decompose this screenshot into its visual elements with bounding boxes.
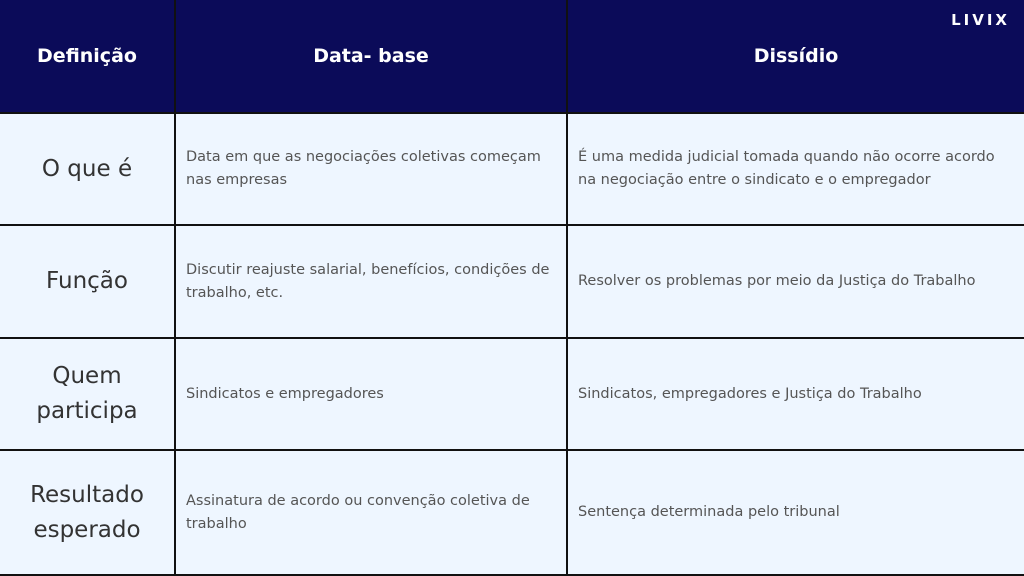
row-label-o-que-e: O que é xyxy=(0,114,176,226)
cell-dissidio-resultado-esperado: Sentença determinada pelo tribunal xyxy=(568,451,1024,576)
cell-data-base-o-que-e: Data em que as negociações coletivas começam nas empresas xyxy=(176,114,568,226)
livix-logo: LIVIX xyxy=(951,11,1010,29)
cell-data-base-funcao: Discutir reajuste salarial, benefícios, condições de trabalho, etc. xyxy=(176,226,568,339)
header-definicao: Definição xyxy=(0,0,176,114)
header-dissidio: Dissídio xyxy=(568,0,1024,114)
cell-dissidio-funcao: Resolver os problemas por meio da Justiça do Trabalho xyxy=(568,226,1024,339)
row-label-resultado-esperado: Resultado esperado xyxy=(0,451,176,576)
row-label-quem-participa: Quem participa xyxy=(0,339,176,451)
cell-data-base-resultado-esperado: Assinatura de acordo ou convenção coletiva de trabalho xyxy=(176,451,568,576)
header-data-base: Data- base xyxy=(176,0,568,114)
cell-dissidio-quem-participa: Sindicatos, empregadores e Justiça do Trabalho xyxy=(568,339,1024,451)
cell-data-base-quem-participa: Sindicatos e empregadores xyxy=(176,339,568,451)
row-label-funcao: Função xyxy=(0,226,176,339)
cell-dissidio-o-que-e: É uma medida judicial tomada quando não ocorre acordo na negociação entre o sindicato e o empregador xyxy=(568,114,1024,226)
